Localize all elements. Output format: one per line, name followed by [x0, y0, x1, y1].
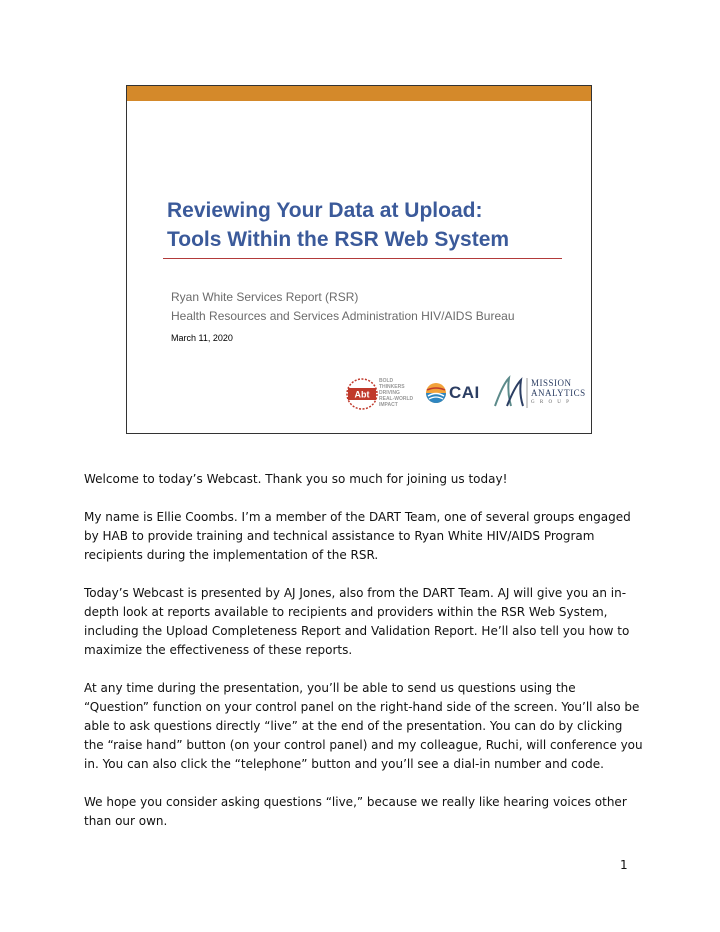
speaker-notes	[84, 470, 644, 850]
abt-tagline	[379, 378, 413, 408]
notes-paragraph: At any time during the presentation, you’ll be able to send us questions using the “Question” function on your control panel on the right-hand side of the screen. You’ll also be able to ask questions directly “live” at the end of the presentation. You can do by clicking the “raise hand” button (on your control panel) and my colleague, Ruchi, will conference you in. You can also click the “telephone” button and you’ll see a dial-in number and code.	[84, 681, 643, 771]
slide-title-line-1: Reviewing Your Data at Upload:	[167, 199, 483, 222]
slide-subtitle-line-2: Health Resources and Services Administration HIV/AIDS Bureau	[171, 309, 515, 323]
notes-paragraph: We hope you consider asking questions “live,” because we really like hearing voices other than our own.	[84, 795, 627, 828]
mission-analytics-mark-icon	[493, 374, 529, 410]
cai-logo	[425, 380, 485, 410]
slide-subtitle-line-1: Ryan White Services Report (RSR)	[171, 290, 359, 304]
slide-title	[167, 196, 567, 254]
page-number: 1	[620, 858, 628, 872]
partner-logos	[345, 374, 585, 414]
mission-analytics-text	[531, 378, 586, 408]
notes-paragraph: My name is Ellie Coombs. I’m a member of the DART Team, one of several groups engaged by HAB to provide training and technical assistance to Ryan White HIV/AIDS Program recipients during the implementation of the RSR.	[84, 510, 631, 562]
slide-accent-bar	[127, 86, 591, 101]
abt-tagline-line: REAL-WORLD	[379, 396, 414, 402]
notes-paragraph: Today’s Webcast is presented by AJ Jones, also from the DART Team. AJ will give you an in-depth look at reports available to recipients and providers within the RSR Web System, including the Upload Completeness Report and Validation Report. He’ll also tell you how to maximize the effectiveness of these reports.	[84, 586, 630, 657]
notes-paragraph: Welcome to today’s Webcast. Thank you so much for joining us today!	[84, 472, 508, 486]
abt-tagline-line: BOLD	[379, 378, 394, 384]
cai-globe-icon	[425, 380, 447, 406]
title-divider	[163, 258, 562, 259]
mission-line: MISSION	[531, 378, 572, 388]
abt-logo-mark: Abt	[354, 389, 370, 400]
mission-analytics-logo	[493, 374, 585, 414]
abt-logo	[345, 374, 423, 414]
group-line: G R O U P	[531, 400, 571, 405]
slide-title-line-2: Tools Within the RSR Web System	[167, 228, 510, 251]
slide-date: March 11, 2020	[171, 333, 233, 343]
slide-thumbnail	[126, 85, 592, 434]
cai-logo-text: CAI	[449, 383, 480, 402]
abt-seal-icon	[345, 374, 379, 414]
slide-subtitle	[171, 288, 515, 326]
abt-tagline-line: IMPACT	[379, 402, 398, 408]
analytics-line: ANALYTICS	[531, 388, 586, 398]
abt-tagline-line: THINKERS	[379, 384, 405, 390]
abt-tagline-line: DRIVING	[379, 390, 400, 396]
